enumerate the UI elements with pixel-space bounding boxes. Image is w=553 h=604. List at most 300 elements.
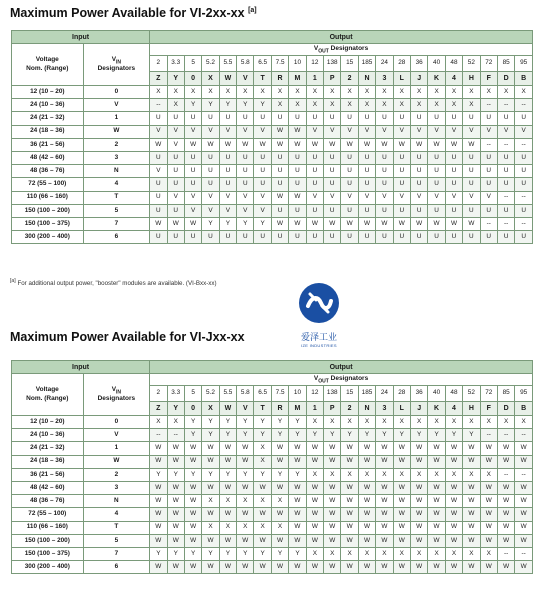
power-code-cell: U [184, 165, 201, 178]
table-row [12, 495, 533, 508]
output-designator-cell: V [237, 402, 254, 416]
output-voltage-cell: 5.8 [237, 56, 254, 72]
input-designator-cell: 6 [83, 561, 150, 574]
power-code-cell: U [289, 204, 306, 217]
power-table-vi-2xx [11, 30, 533, 244]
output-voltage-cell: 6.5 [254, 386, 271, 402]
power-code-cell: Y [410, 429, 427, 442]
power-code-cell: W [463, 495, 480, 508]
voltage-header-line2: Nom. (Range) [26, 394, 69, 402]
input-designator-cell: 0 [83, 416, 150, 429]
power-code-cell: W [410, 508, 427, 521]
power-code-cell: V [219, 125, 236, 138]
power-code-cell: W [428, 495, 445, 508]
power-code-cell: U [167, 231, 184, 244]
power-code-cell: U [289, 112, 306, 125]
power-code-cell: W [271, 561, 288, 574]
power-code-cell: W [480, 455, 497, 468]
power-code-cell: W [271, 138, 288, 151]
power-code-cell: U [463, 204, 480, 217]
vin-header-v: V [111, 55, 117, 63]
power-code-cell: U [445, 231, 462, 244]
power-code-cell: U [150, 191, 167, 204]
power-code-cell: W [376, 508, 393, 521]
power-code-cell: W [167, 442, 184, 455]
power-code-cell: W [184, 138, 201, 151]
vout-header-sub: OUT [318, 378, 329, 385]
power-code-cell: V [445, 125, 462, 138]
power-code-cell: U [358, 165, 375, 178]
input-designator-cell: 4 [83, 508, 150, 521]
input-voltage-cell: 150 (100 – 200) [12, 204, 84, 217]
table-row [12, 481, 533, 494]
power-code-cell: U [376, 112, 393, 125]
power-code-cell: X [497, 416, 514, 429]
power-code-cell: U [150, 151, 167, 164]
input-designator-cell: 3 [83, 151, 150, 164]
power-code-cell: V [254, 204, 271, 217]
power-code-cell: Y [376, 429, 393, 442]
power-code-cell: U [358, 178, 375, 191]
power-code-cell: W [393, 138, 410, 151]
power-code-cell: U [202, 178, 219, 191]
power-code-cell: U [463, 178, 480, 191]
output-designator-cell: X [202, 402, 219, 416]
power-code-cell: U [324, 165, 341, 178]
input-voltage-cell: 24 (18 – 36) [12, 125, 84, 138]
table-row [12, 217, 533, 230]
power-code-cell: U [480, 165, 497, 178]
power-code-cell: X [393, 547, 410, 560]
table-row [12, 416, 533, 429]
output-voltage-cell: 36 [410, 386, 427, 402]
power-code-cell: X [341, 547, 358, 560]
input-voltage-cell: 48 (36 – 76) [12, 165, 84, 178]
power-code-cell: W [202, 442, 219, 455]
input-voltage-cell: 150 (100 – 375) [12, 547, 84, 560]
table-row [12, 455, 533, 468]
power-code-cell: X [463, 416, 480, 429]
power-code-cell: W [219, 508, 236, 521]
power-code-cell: Y [254, 416, 271, 429]
output-voltage-cell: 40 [428, 56, 445, 72]
power-code-cell: V [184, 125, 201, 138]
power-code-cell: Y [202, 416, 219, 429]
power-code-cell: U [271, 151, 288, 164]
power-code-cell: X [324, 468, 341, 481]
power-code-cell: W [480, 508, 497, 521]
power-code-cell: W [306, 217, 323, 230]
vout-header-rest: Designators [328, 44, 369, 52]
power-code-cell: U [306, 204, 323, 217]
power-code-cell: U [410, 151, 427, 164]
power-code-cell: X [358, 547, 375, 560]
table-row [12, 86, 533, 99]
power-code-cell: U [324, 231, 341, 244]
power-code-cell: V [324, 191, 341, 204]
power-code-cell: W [393, 534, 410, 547]
input-voltage-cell: 150 (100 – 200) [12, 534, 84, 547]
power-code-cell: W [306, 138, 323, 151]
output-designator-cell: F [480, 72, 497, 86]
input-designator-cell: 5 [83, 534, 150, 547]
power-code-cell: X [167, 86, 184, 99]
power-code-cell: W [497, 495, 514, 508]
power-code-cell: W [480, 521, 497, 534]
power-code-cell: X [167, 99, 184, 112]
power-code-cell: U [393, 204, 410, 217]
power-code-cell: U [289, 178, 306, 191]
power-code-cell: W [306, 455, 323, 468]
power-code-cell: W [219, 534, 236, 547]
output-designator-cell: 3 [376, 402, 393, 416]
power-code-cell: W [341, 138, 358, 151]
power-code-cell: X [271, 99, 288, 112]
power-code-cell: -- [480, 429, 497, 442]
output-designator-cell: W [219, 402, 236, 416]
power-code-cell: W [202, 561, 219, 574]
power-code-cell: W [324, 561, 341, 574]
power-code-cell: W [515, 521, 533, 534]
power-code-cell: W [445, 508, 462, 521]
power-code-cell: X [480, 547, 497, 560]
power-code-cell: U [150, 204, 167, 217]
power-code-cell: -- [480, 138, 497, 151]
output-voltage-cell: 5 [184, 56, 201, 72]
power-code-cell: W [219, 561, 236, 574]
output-designator-cell: J [410, 72, 427, 86]
power-code-cell: X [219, 86, 236, 99]
power-code-cell: X [341, 468, 358, 481]
output-voltage-cell: 5.2 [202, 386, 219, 402]
power-code-cell: Y [219, 416, 236, 429]
power-code-cell: W [497, 442, 514, 455]
power-code-cell: U [324, 151, 341, 164]
power-code-cell: W [410, 481, 427, 494]
power-code-cell: X [393, 86, 410, 99]
power-code-cell: W [324, 495, 341, 508]
footnote [10, 278, 217, 287]
input-voltage-cell: 72 (55 – 100) [12, 508, 84, 521]
power-code-cell: W [515, 508, 533, 521]
power-code-cell: Y [271, 547, 288, 560]
power-code-cell: W [358, 561, 375, 574]
power-code-cell: U [445, 151, 462, 164]
power-code-cell: U [219, 165, 236, 178]
power-code-cell: W [497, 534, 514, 547]
power-code-cell: X [254, 495, 271, 508]
power-code-cell: -- [497, 217, 514, 230]
power-code-cell: W [150, 455, 167, 468]
power-code-cell: W [428, 481, 445, 494]
power-code-cell: Y [445, 429, 462, 442]
power-code-cell: U [237, 231, 254, 244]
power-code-cell: W [202, 455, 219, 468]
power-code-cell: W [167, 455, 184, 468]
power-code-cell: W [393, 442, 410, 455]
power-code-cell: W [237, 534, 254, 547]
power-code-cell: U [271, 178, 288, 191]
power-code-cell: X [428, 547, 445, 560]
power-code-cell: U [480, 231, 497, 244]
power-code-cell: W [289, 508, 306, 521]
power-code-cell: W [358, 534, 375, 547]
power-code-cell: V [445, 191, 462, 204]
table-row [12, 561, 533, 574]
output-voltage-cell: 5 [184, 386, 201, 402]
output-designator-cell: D [497, 72, 514, 86]
power-code-cell: W [463, 534, 480, 547]
power-code-cell: W [410, 217, 427, 230]
power-code-cell: X [324, 547, 341, 560]
power-code-cell: U [463, 151, 480, 164]
power-code-cell: W [271, 508, 288, 521]
power-code-cell: W [184, 442, 201, 455]
input-designator-cell: V [83, 429, 150, 442]
power-code-cell: W [289, 521, 306, 534]
power-code-cell: W [341, 534, 358, 547]
logo-mark-icon [298, 282, 340, 324]
power-code-cell: U [393, 231, 410, 244]
power-code-cell: W [306, 442, 323, 455]
output-designator-cell: K [428, 402, 445, 416]
output-designator-cell: 1 [306, 72, 323, 86]
power-code-cell: W [271, 191, 288, 204]
power-code-cell: W [341, 561, 358, 574]
power-code-cell: W [428, 138, 445, 151]
output-designator-cell: 4 [445, 402, 462, 416]
power-code-cell: U [515, 112, 533, 125]
power-code-cell: W [219, 455, 236, 468]
power-code-cell: U [219, 178, 236, 191]
power-code-cell: W [358, 455, 375, 468]
power-code-cell: W [376, 561, 393, 574]
power-code-cell: X [219, 495, 236, 508]
power-code-cell: W [254, 561, 271, 574]
voltage-column-header [12, 374, 84, 416]
power-code-cell: V [341, 191, 358, 204]
power-code-cell: W [358, 495, 375, 508]
power-code-cell: U [237, 151, 254, 164]
table-row [12, 534, 533, 547]
power-code-cell: V [497, 125, 514, 138]
power-code-cell: X [376, 547, 393, 560]
power-code-cell: W [237, 561, 254, 574]
power-code-cell: Y [237, 429, 254, 442]
power-code-cell: U [515, 165, 533, 178]
input-designator-cell: T [83, 521, 150, 534]
power-code-cell: -- [480, 217, 497, 230]
power-code-cell: X [410, 86, 427, 99]
power-code-cell: W [445, 217, 462, 230]
power-code-cell: -- [515, 99, 533, 112]
power-code-cell: U [376, 231, 393, 244]
input-voltage-cell: 24 (21 – 32) [12, 112, 84, 125]
power-code-cell: U [410, 204, 427, 217]
power-code-cell: V [480, 191, 497, 204]
power-code-cell: U [393, 112, 410, 125]
power-code-cell: X [393, 416, 410, 429]
power-code-cell: U [463, 112, 480, 125]
power-code-cell: W [515, 561, 533, 574]
table1-title-footnote-marker: [a] [248, 6, 257, 14]
power-code-cell: V [306, 191, 323, 204]
output-designator-cell: K [428, 72, 445, 86]
power-code-cell: W [410, 521, 427, 534]
power-code-cell: U [289, 231, 306, 244]
power-code-cell: W [480, 561, 497, 574]
power-code-cell: W [167, 561, 184, 574]
table1-title [10, 6, 257, 20]
power-code-cell: W [219, 138, 236, 151]
power-code-cell: V [254, 191, 271, 204]
power-code-cell: X [515, 416, 533, 429]
power-code-cell: W [306, 561, 323, 574]
power-code-cell: U [184, 231, 201, 244]
power-code-cell: U [376, 178, 393, 191]
power-code-cell: W [202, 138, 219, 151]
power-code-cell: U [393, 165, 410, 178]
power-code-cell: W [150, 521, 167, 534]
input-designator-cell: 7 [83, 547, 150, 560]
power-code-cell: W [393, 217, 410, 230]
table-row [12, 191, 533, 204]
power-code-cell: Y [202, 99, 219, 112]
power-code-cell: W [219, 481, 236, 494]
power-code-cell: W [184, 508, 201, 521]
power-code-cell: U [271, 204, 288, 217]
power-code-cell: W [445, 481, 462, 494]
power-code-cell: U [306, 112, 323, 125]
power-code-cell: Y [254, 429, 271, 442]
power-code-cell: W [324, 217, 341, 230]
power-code-cell: W [324, 138, 341, 151]
power-code-cell: X [428, 468, 445, 481]
output-voltage-cell: 5.2 [202, 56, 219, 72]
power-code-cell: W [324, 534, 341, 547]
output-header: Output [150, 31, 533, 44]
footnote-text: For additional output power, "booster" modules are available. (VI-Bxx-xx) [15, 280, 217, 288]
output-designator-cell: Y [167, 72, 184, 86]
output-designator-cell: J [410, 402, 427, 416]
output-voltage-cell: 185 [358, 386, 375, 402]
input-designator-cell: N [83, 165, 150, 178]
power-code-cell: U [271, 112, 288, 125]
power-code-cell: W [410, 534, 427, 547]
input-designator-cell: 0 [83, 86, 150, 99]
input-designator-cell: 5 [83, 204, 150, 217]
power-code-cell: X [324, 86, 341, 99]
power-code-cell: U [219, 151, 236, 164]
output-voltage-cell: 28 [393, 386, 410, 402]
table-row [12, 99, 533, 112]
output-designator-cell: 1 [306, 402, 323, 416]
output-designator-cell: D [497, 402, 514, 416]
power-code-cell: U [341, 178, 358, 191]
power-code-cell: U [271, 165, 288, 178]
output-voltage-cell: 185 [358, 56, 375, 72]
power-code-cell: V [254, 125, 271, 138]
output-designator-cell: L [393, 72, 410, 86]
power-code-cell: W [237, 442, 254, 455]
power-code-cell: Y [184, 547, 201, 560]
power-code-cell: Y [254, 468, 271, 481]
power-code-cell: U [358, 112, 375, 125]
power-code-cell: W [237, 508, 254, 521]
vout-header-rest: Designators [328, 374, 369, 382]
power-code-cell: W [150, 495, 167, 508]
power-code-cell: W [167, 521, 184, 534]
power-code-cell: U [167, 204, 184, 217]
vout-designators-header [150, 44, 533, 56]
power-code-cell: Y [289, 429, 306, 442]
output-designator-cell: R [271, 72, 288, 86]
power-table-vi-jxx [11, 360, 533, 574]
input-designator-cell: T [83, 191, 150, 204]
power-code-cell: W [410, 455, 427, 468]
power-code-cell: X [219, 521, 236, 534]
input-header: Input [12, 31, 150, 44]
power-code-cell: Y [202, 217, 219, 230]
power-code-cell: X [428, 99, 445, 112]
power-code-cell: U [497, 165, 514, 178]
logo-chinese-text: 爱泽工业 [300, 333, 337, 343]
voltage-header-line1: Voltage [35, 56, 59, 64]
output-voltage-cell: 40 [428, 386, 445, 402]
input-voltage-cell: 48 (42 – 60) [12, 481, 84, 494]
power-code-cell: X [497, 86, 514, 99]
power-code-cell: V [184, 204, 201, 217]
power-code-cell: X [358, 86, 375, 99]
power-code-cell: V [480, 125, 497, 138]
power-code-cell: W [376, 521, 393, 534]
power-code-cell: Y [324, 429, 341, 442]
power-code-cell: W [184, 534, 201, 547]
output-voltage-cell: 6.5 [254, 56, 271, 72]
power-code-cell: V [184, 191, 201, 204]
table-row [12, 521, 533, 534]
power-code-cell: U [428, 151, 445, 164]
power-code-cell: X [237, 495, 254, 508]
power-code-cell: X [271, 86, 288, 99]
output-designator-cell: T [254, 72, 271, 86]
power-code-cell: -- [515, 217, 533, 230]
table-row [12, 151, 533, 164]
power-code-cell: X [393, 99, 410, 112]
power-code-cell: W [445, 521, 462, 534]
power-code-cell: W [219, 442, 236, 455]
power-code-cell: V [515, 125, 533, 138]
table-row [12, 112, 533, 125]
power-code-cell: V [324, 125, 341, 138]
power-code-cell: W [167, 534, 184, 547]
power-code-cell: W [271, 534, 288, 547]
power-code-cell: U [515, 178, 533, 191]
power-code-cell: W [358, 217, 375, 230]
input-designator-cell: 1 [83, 442, 150, 455]
power-code-cell: Y [167, 468, 184, 481]
vin-header-sub: IN [116, 388, 122, 395]
power-code-cell: U [393, 178, 410, 191]
power-code-cell: X [254, 86, 271, 99]
input-designator-cell: 4 [83, 178, 150, 191]
input-designator-cell: 1 [83, 112, 150, 125]
power-code-cell: U [428, 112, 445, 125]
power-code-cell: W [358, 442, 375, 455]
power-code-cell: X [480, 468, 497, 481]
power-code-cell: Y [202, 547, 219, 560]
power-code-cell: U [358, 151, 375, 164]
